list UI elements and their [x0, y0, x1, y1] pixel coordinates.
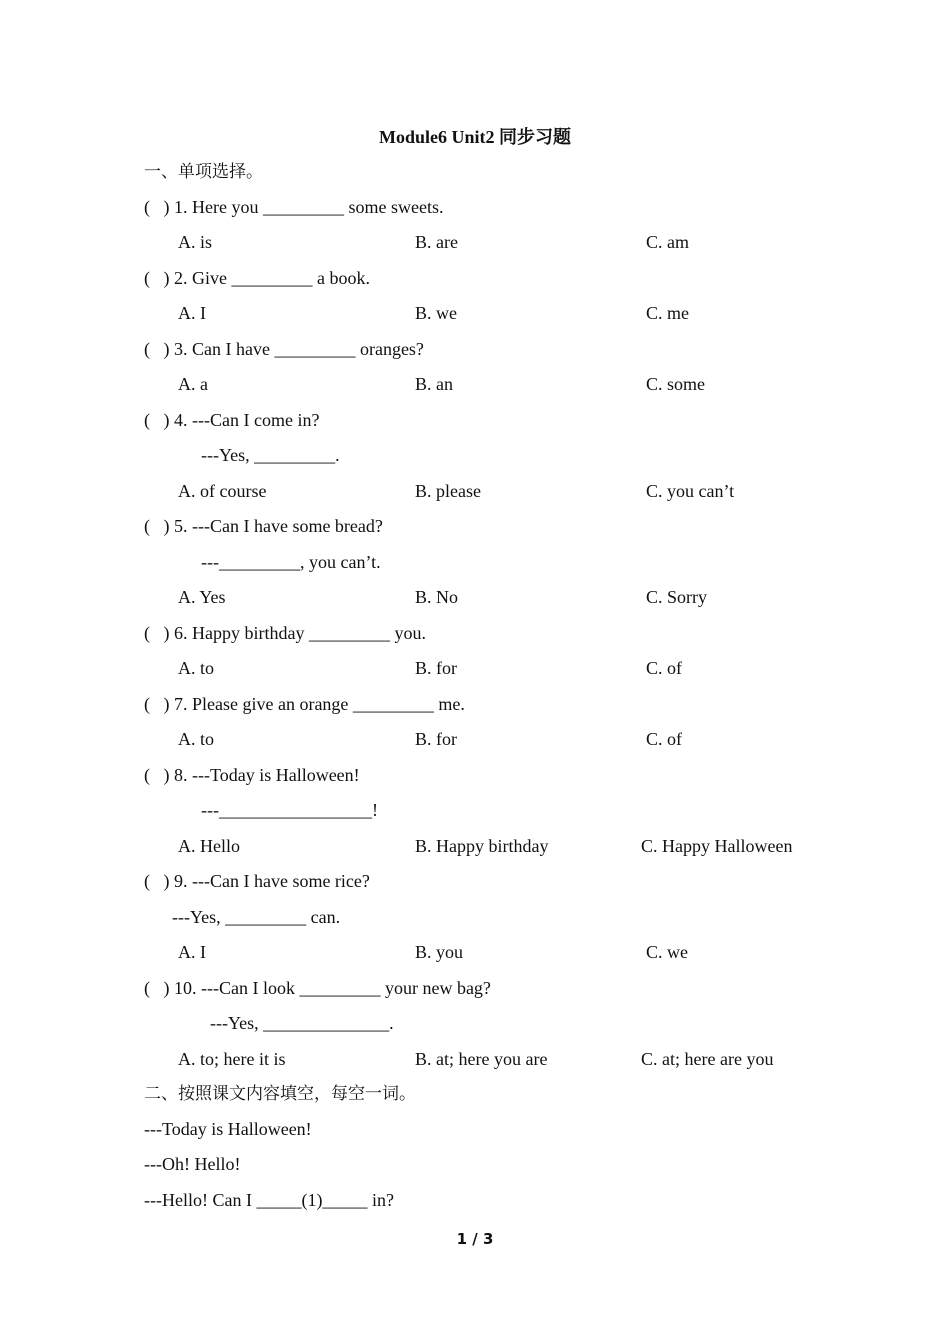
question-1-option-b: B. are [415, 232, 458, 252]
question-7-option-c: C. of [646, 729, 682, 749]
question-8-option-b: B. Happy birthday [415, 836, 549, 856]
question-2-option-c: C. me [646, 303, 689, 323]
question-4-option-a: A. of course [178, 481, 267, 501]
question-1-option-c: C. am [646, 232, 689, 252]
question-5-reply: ---_________, you can’t. [201, 552, 381, 572]
question-3-option-b: B. an [415, 374, 453, 394]
question-10-option-c: C. at; here are you [641, 1049, 774, 1069]
question-9-reply: ---Yes, _________ can. [172, 907, 341, 927]
question-2-option-a: A. I [178, 303, 206, 323]
question-9-stem: ( ) 9. ---Can I have some rice? [144, 871, 370, 891]
question-4-stem: ( ) 4. ---Can I come in? [144, 410, 320, 430]
section1-heading: 一、单项选择。 [144, 162, 263, 182]
question-9-option-b: B. you [415, 942, 464, 962]
question-8-stem: ( ) 8. ---Today is Halloween! [144, 765, 360, 785]
question-1-stem: ( ) 1. Here you _________ some sweets. [144, 197, 444, 217]
question-7-option-a: A. to [178, 729, 214, 749]
question-2-stem: ( ) 2. Give _________ a book. [144, 268, 370, 288]
question-4-option-b: B. please [415, 481, 481, 501]
page-number: 1 / 3 [456, 1230, 494, 1248]
question-10-stem: ( ) 10. ---Can I look _________ your new bag? [144, 978, 491, 998]
question-6-option-c: C. of [646, 658, 682, 678]
question-6-option-a: A. to [178, 658, 214, 678]
question-7-option-b: B. for [415, 729, 457, 749]
question-10-reply: ---Yes, ______________. [210, 1013, 394, 1033]
question-3-option-a: A. a [178, 374, 208, 394]
question-3-stem: ( ) 3. Can I have _________ oranges? [144, 339, 424, 359]
question-5-option-b: B. No [415, 587, 459, 607]
question-7-stem: ( ) 7. Please give an orange _________ me. [144, 694, 465, 714]
question-5-option-c: C. Sorry [646, 587, 708, 607]
question-8-option-a: A. Hello [178, 836, 240, 856]
question-6-option-b: B. for [415, 658, 457, 678]
question-8-option-c: C. Happy Halloween [641, 836, 793, 856]
question-10-option-a: A. to; here it is [178, 1049, 286, 1069]
question-5-stem: ( ) 5. ---Can I have some bread? [144, 516, 383, 536]
page-title: Module6 Unit2 同步习题 [378, 127, 571, 147]
question-2-option-b: B. we [415, 303, 457, 323]
question-4-reply: ---Yes, _________. [201, 445, 340, 465]
question-9-option-a: A. I [178, 942, 206, 962]
question-8-reply: ---_________________! [201, 800, 378, 820]
dialogue-line: ---Today is Halloween! [144, 1119, 312, 1139]
question-1-option-a: A. is [178, 232, 213, 252]
question-6-stem: ( ) 6. Happy birthday _________ you. [144, 623, 426, 643]
question-3-option-c: C. some [646, 374, 706, 394]
dialogue-line: ---Hello! Can I _____(1)_____ in? [144, 1190, 394, 1210]
question-10-option-b: B. at; here you are [415, 1049, 548, 1069]
section2-heading: 二、按照课文内容填空，每空一词。 [144, 1084, 416, 1104]
dialogue-line: ---Oh! Hello! [144, 1154, 241, 1174]
question-5-option-a: A. Yes [178, 587, 226, 607]
question-4-option-c: C. you can’t [646, 481, 735, 501]
question-9-option-c: C. we [646, 942, 688, 962]
